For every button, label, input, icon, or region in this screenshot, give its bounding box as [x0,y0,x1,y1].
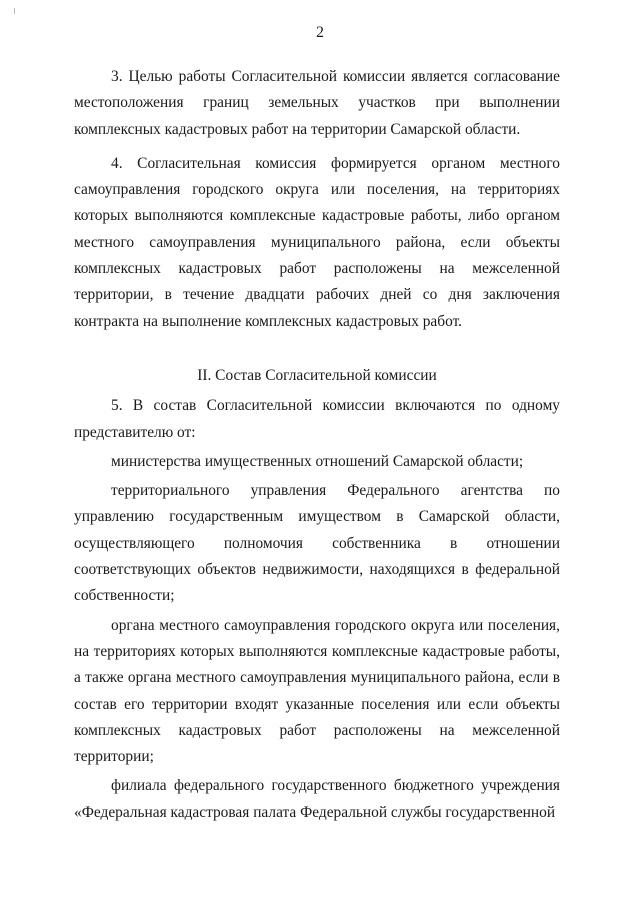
section-heading: II. Состав Согласительной комиссии [197,366,437,384]
document-body [74,64,560,826]
paragraph-5: 5. В состав Согласительной комиссии включаются по одному представителю от: [74,397,560,441]
list-item-local-government: органа местного самоуправления городского округа или поселения, на территориях которых выполняются комплексные кадастровые работы, а также органа местного самоуправления муниципального района, если в состав его территории входят указанные поселения или если объекты комплексных кадастровых работ расположены на межселенной территории; [74,616,560,766]
page-number: 2 [316,24,324,41]
paragraph-4: 4. Согласительная комиссия формируется органом местного самоуправления городского округа или поселения, на территориях которых выполняются комплексные кадастровые работы, либо органом местного самоуправления муниципального района, если объекты комплексных кадастровых работ расположены на межселенной территории, в течение двадцати рабочих дней со дня заключения контракта на выполнение комплексных кадастровых работ. [74,154,560,330]
list-item-territorial-office: территориального управления Федерального агентства по управлению государственным имуществом в Самарской области, осуществляющего полномочия собственника в отношении соответствующих объектов недвижимости, находящихся в федеральной собственности; [74,482,560,605]
list-item-cadastral-chamber: филиала федерального государственного бюджетного учреждения «Федеральная кадастровая палата Федеральной службы государственной [74,777,560,821]
paragraph-3: 3. Целью работы Согласительной комиссии является согласование местоположения границ земельных участков при выполнении комплексных кадастровых работ на территории Самарской области. [74,68,560,138]
scan-margin-mark [14,8,15,14]
list-item-ministry: министерства имущественных отношений Самарской области; [111,452,524,470]
